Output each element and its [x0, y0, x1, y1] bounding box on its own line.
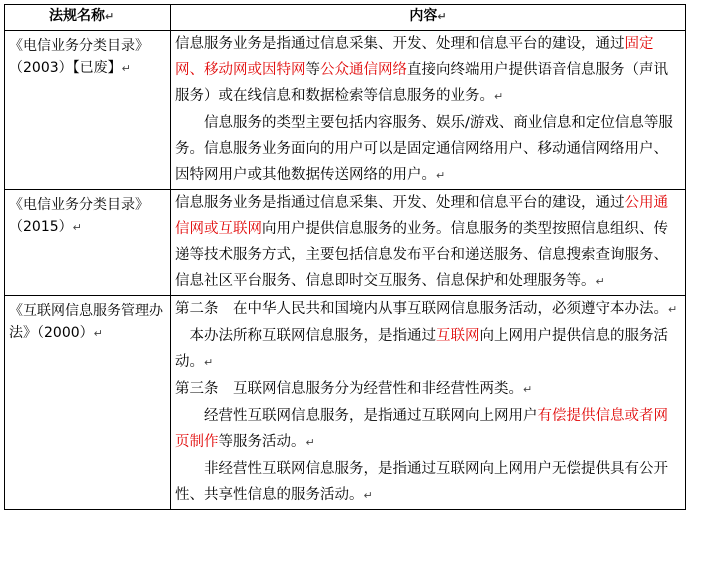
content-paragraph: 非经营性互联网信息服务，是指通过互联网向上网用户无偿提供具有公开性、共享性信息的服务活动。↵ [175, 461, 668, 503]
regulation-name-cell: 《电信业务分类目录》（2003）【已废】↵ [5, 31, 171, 190]
regulation-name-cell: 《电信业务分类目录》（2015）↵ [5, 190, 171, 296]
regulations-table [4, 4, 686, 510]
text-run: 信息服务的类型主要包括内容服务、娱乐/游戏、商业信息和定位信息等服务。信息服务业务面向的用户可以是固定通信网络用户、移动通信网络用户、因特网用户或其他数据传送网络的用户。 [175, 115, 673, 183]
table-row [5, 296, 686, 510]
text-run: 信息服务业务是指通过信息采集、开发、处理和信息平台的建设，通过 [175, 36, 625, 52]
content-paragraph: 信息服务业务是指通过信息采集、开发、处理和信息平台的建设，通过公用通信网或互联网向用户提供信息服务的业务。信息服务的类型按照信息组织、传递等技术服务方式，主要包括信息发布平台和递送服务、信息搜索查询服务、信息社区平台服务、信息即时交互服务、信息保护和处理服务等。↵ [175, 195, 668, 289]
content-paragraph: 经营性互联网信息服务，是指通过互联网向上网用户有偿提供信息或者网页制作等服务活动。↵ [175, 408, 668, 450]
regulation-name: 《互联网信息服务管理办法》（2000） [9, 303, 163, 341]
text-run: 向用户提供信息服务的业务。信息服务的类型按照信息组织、传递等技术服务方式，主要包括信息发布平台和递送服务、信息搜索查询服务、信息社区平台服务、信息即时交互服务、信息保护和处理服务等。 [175, 221, 668, 289]
table-header-row [5, 5, 686, 31]
content-paragraph: 第三条 互联网信息服务分为经营性和非经营性两类。↵ [175, 381, 533, 397]
regulation-name: 《电信业务分类目录》（2003）【已废】 [9, 38, 149, 76]
text-run: 非经营性互联网信息服务，是指通过互联网向上网用户无偿提供具有公开性、共享性信息的服务活动。 [175, 461, 668, 503]
text-run: 等 [305, 62, 320, 78]
text-run: 第三条 互联网信息服务分为经营性和非经营性两类。 [175, 381, 523, 397]
highlighted-text: 互联网 [436, 328, 480, 344]
content-paragraph: 本办法所称互联网信息服务，是指通过互联网向上网用户提供信息的服务活动。↵ [175, 328, 668, 370]
table-row [5, 190, 686, 296]
highlighted-text: 有偿提供信息或者网页制作 [175, 408, 668, 450]
text-run: 直接向终端用户提供语音信息服务（声讯服务）或在线信息和数据检索等信息服务的业务。 [175, 62, 668, 104]
regulation-content-cell [171, 296, 686, 510]
highlighted-text: 公用通信网或互联网 [175, 195, 668, 237]
content-paragraph: 信息服务的类型主要包括内容服务、娱乐/游戏、商业信息和定位信息等服务。信息服务业务面向的用户可以是固定通信网络用户、移动通信网络用户、因特网用户或其他数据传送网络的用户。↵ [175, 115, 673, 183]
text-run: 本办法所称互联网信息服务，是指通过 [189, 328, 436, 344]
text-run: 信息服务业务是指通过信息采集、开发、处理和信息平台的建设，通过 [175, 195, 625, 211]
header-regulation-name: 法规名称↵ [5, 5, 171, 31]
regulation-name: 《电信业务分类目录》（2015） [9, 197, 149, 235]
text-run: 经营性互联网信息服务，是指通过互联网向上网用户 [204, 408, 538, 424]
regulation-content-cell [171, 190, 686, 296]
highlighted-text: 固定网、移动网或因特网 [175, 36, 654, 78]
regulation-name-cell: 《互联网信息服务管理办法》（2000）↵ [5, 296, 171, 510]
regulation-content-cell [171, 31, 686, 190]
text-run: 向上网用户提供信息的服务活动。 [175, 328, 668, 370]
table-row [5, 31, 686, 190]
content-paragraph: 第二条 在中华人民共和国境内从事互联网信息服务活动，必须遵守本办法。↵ [175, 301, 678, 317]
header-content: 内容↵ [171, 5, 686, 31]
content-paragraph: 信息服务业务是指通过信息采集、开发、处理和信息平台的建设，通过固定网、移动网或因特网等公众通信网络直接向终端用户提供语音信息服务（声讯服务）或在线信息和数据检索等信息服务的业务。↵ [175, 36, 668, 104]
text-run: 第二条 在中华人民共和国境内从事互联网信息服务活动，必须遵守本办法。 [175, 301, 668, 317]
text-run: 等服务活动。 [218, 434, 306, 450]
highlighted-text: 公众通信网络 [320, 62, 407, 78]
